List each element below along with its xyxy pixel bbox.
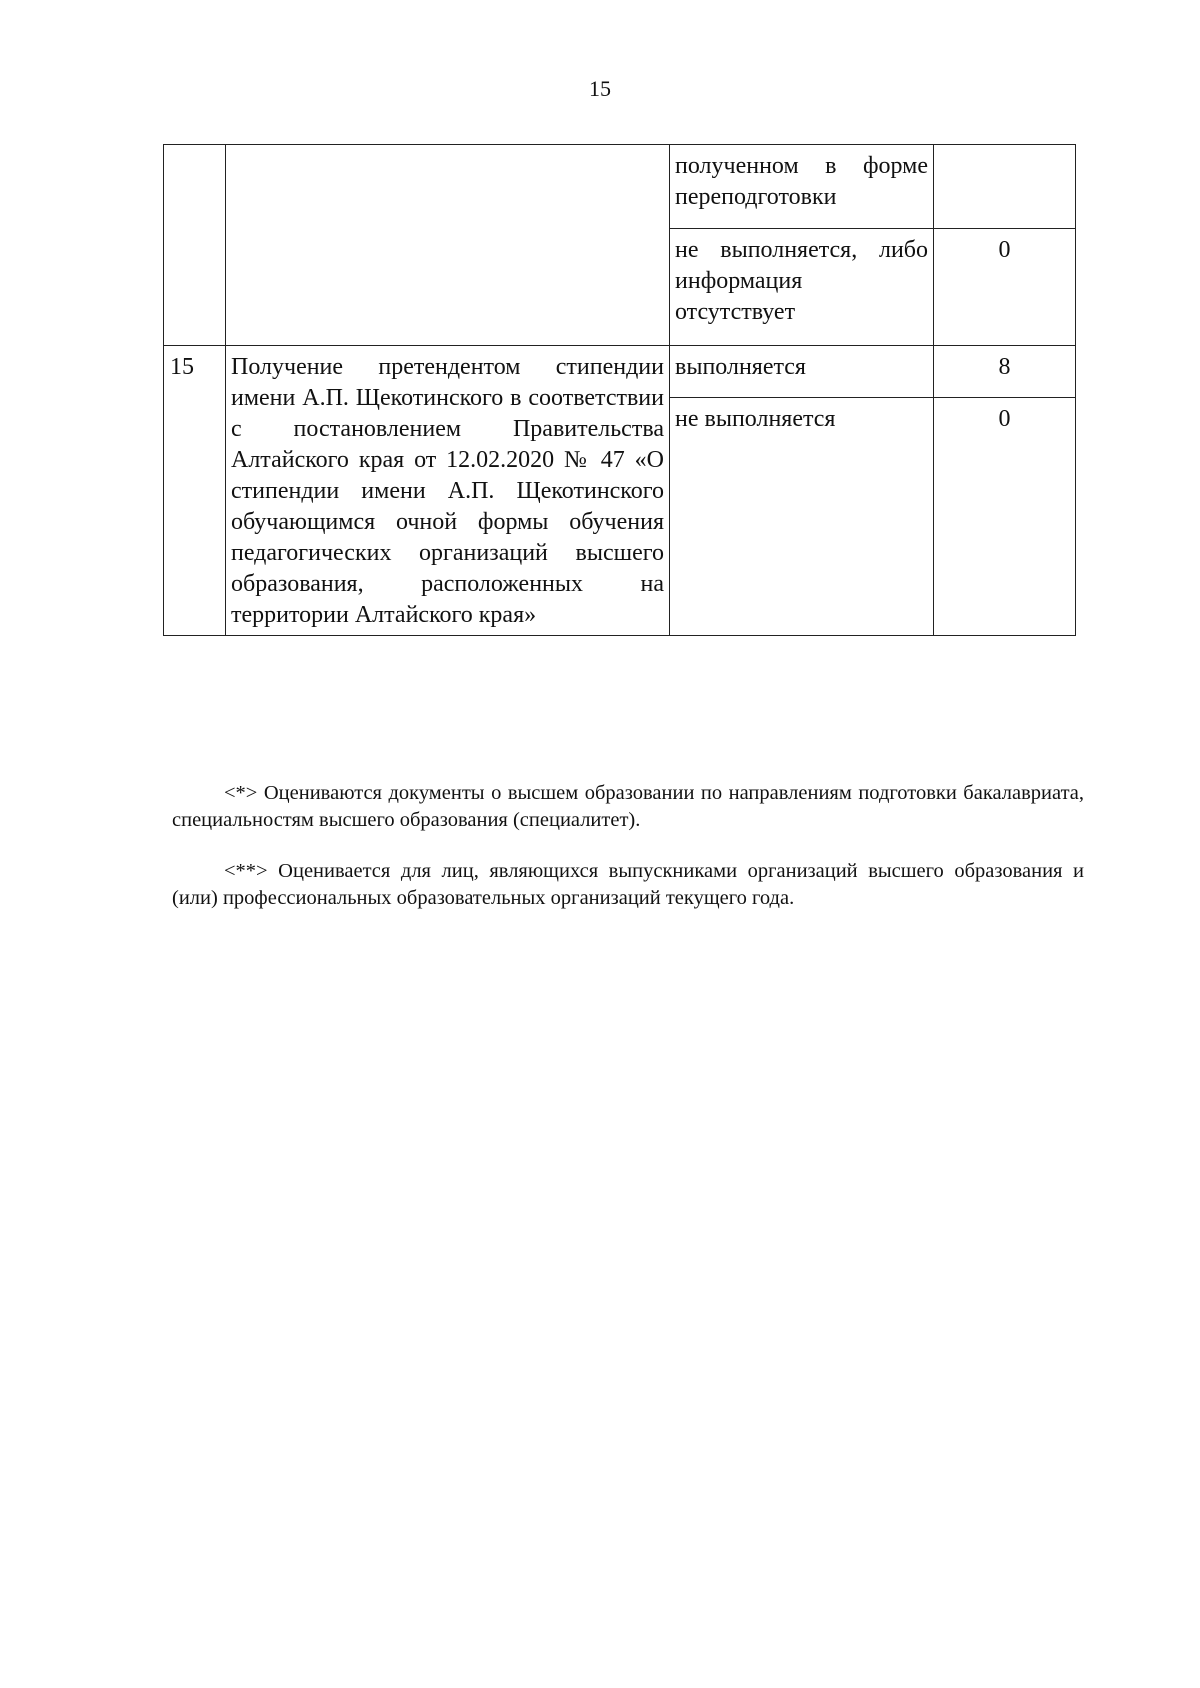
condition-cell: не выполняется, либо информация отсутствует [670,229,934,346]
criterion-description-cell: Получение претендентом стипендии имени А.П. Щекотинского в соответствии с постановлением Правительства Алтайского края от 12.02.2020 № 47 «О стипендии имени А.П. Щекотинского обучающимся очной формы обучения педагогических организаций высшего образования, расположенных на территории Алтайского края» [226,346,670,636]
footnote: <**> Оценивается для лиц, являющихся выпускниками организаций высшего образования и (или) профессиональных образовательных организаций текущего года. [172,860,1084,909]
table-row [164,346,1076,398]
score-cell: 0 [934,398,1076,636]
condition-cell: полученном в форме переподготовки [670,145,934,229]
table-row [164,145,1076,229]
row-number-cell: 15 [164,346,226,636]
condition-cell: не выполняется [670,398,934,636]
condition-cell: выполняется [670,346,934,398]
criterion-description-cell [226,145,670,346]
footnote: <*> Оцениваются документы о высшем образовании по направлениям подготовки бакалавриата, специальностям высшего образования (специалитет). [172,782,1084,831]
criteria-table [163,144,1076,636]
score-cell [934,145,1076,229]
row-number-cell [164,145,226,346]
score-cell: 8 [934,346,1076,398]
score-cell: 0 [934,229,1076,346]
page-number: 15 [589,76,611,101]
